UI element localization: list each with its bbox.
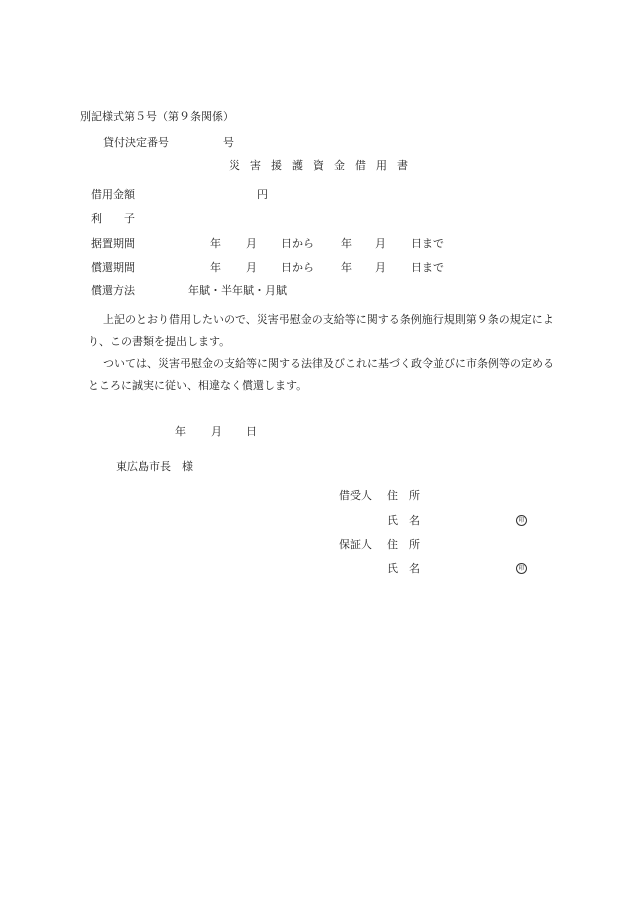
repayment-method-label: 償還方法 xyxy=(91,284,135,297)
borrower-address-label: 住 所 xyxy=(387,489,420,502)
title-char: 書 xyxy=(397,159,408,172)
title-char: 金 xyxy=(334,159,345,172)
loan-decision-number-label: 貸付決定番号 xyxy=(103,136,169,149)
repayment-day-from: 日から xyxy=(281,261,314,274)
guarantor-name-label: 氏 名 xyxy=(387,562,420,575)
loan-amount-unit: 円 xyxy=(257,188,268,201)
repayment-month: 月 xyxy=(246,261,257,274)
repayment-month2: 月 xyxy=(375,261,386,274)
date-year: 年 xyxy=(175,425,186,438)
loan-decision-number-suffix: 号 xyxy=(223,136,234,149)
title-char: 護 xyxy=(292,159,303,172)
guarantor-role: 保証人 xyxy=(339,538,372,551)
guarantor-seal-icon: 印 xyxy=(516,563,527,574)
title-char: 用 xyxy=(376,159,387,172)
repayment-year2: 年 xyxy=(341,261,352,274)
borrower-seal-icon: 印 xyxy=(516,515,527,526)
title-char: 援 xyxy=(271,159,282,172)
date-month: 月 xyxy=(211,425,222,438)
grace-year2: 年 xyxy=(341,237,352,250)
guarantor-address-label: 住 所 xyxy=(387,538,420,551)
form-label: 別記様式第５号（第９条関係） xyxy=(80,110,234,123)
title-char: 資 xyxy=(313,159,324,172)
paragraph-2: ついては、災害弔慰金の支給等に関する法律及びこれに基づく政令並びに市条例等の定めるところに誠実に従い、相違なく償還します。 xyxy=(88,357,554,392)
borrower-name-label: 氏 名 xyxy=(387,514,420,527)
title-char: 害 xyxy=(250,159,261,172)
addressee: 東広島市長 様 xyxy=(116,460,193,473)
repayment-period-label: 償還期間 xyxy=(91,261,135,274)
title-char: 借 xyxy=(355,159,366,172)
grace-period-label: 据置期間 xyxy=(91,237,135,250)
grace-month2: 月 xyxy=(375,237,386,250)
grace-day-from: 日から xyxy=(281,237,314,250)
interest-label: 利 子 xyxy=(91,212,135,225)
grace-year: 年 xyxy=(210,237,221,250)
loan-amount-label: 借用金額 xyxy=(91,188,135,201)
repayment-day-to: 日まで xyxy=(411,261,444,274)
title-char: 災 xyxy=(229,159,240,172)
date-day: 日 xyxy=(246,425,257,438)
grace-month: 月 xyxy=(246,237,257,250)
paragraph-1: 上記のとおり借用したいので、災害弔慰金の支給等に関する条例施行規則第９条の規定により、この書類を提出します。 xyxy=(88,313,554,348)
borrower-role: 借受人 xyxy=(339,489,372,502)
grace-day-to: 日まで xyxy=(411,237,444,250)
repayment-method-value: 年賦・半年賦・月賦 xyxy=(188,284,287,297)
document-title xyxy=(229,160,418,171)
repayment-year: 年 xyxy=(210,261,221,274)
